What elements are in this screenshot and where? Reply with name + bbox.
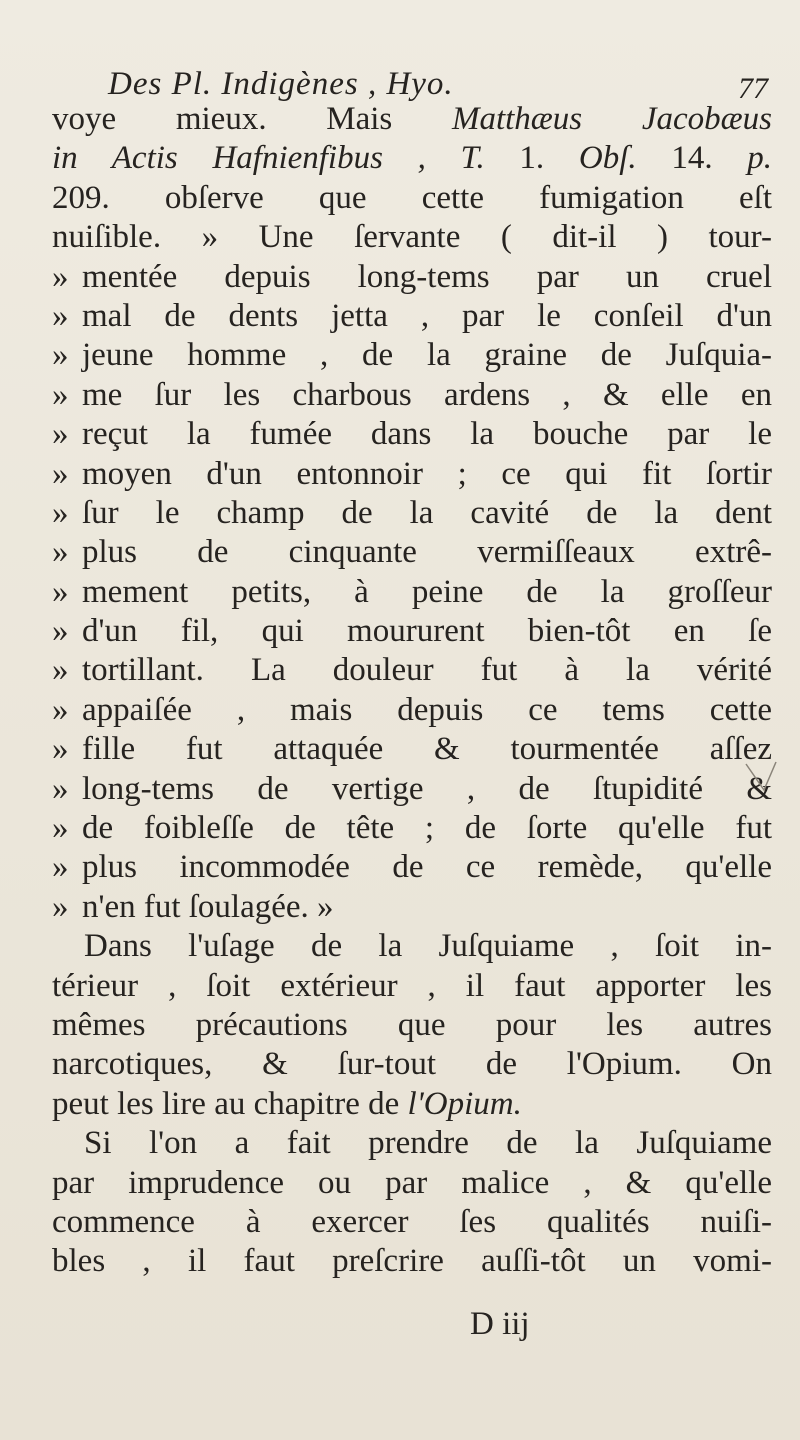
text-line [52,533,772,572]
text-line [52,612,772,651]
quote-mark: » [52,691,69,728]
text-line [52,848,772,887]
text-line [52,297,772,336]
text-line [52,770,772,809]
text-line [52,573,772,612]
line-text: mentée depuis long-tems par un cruel [82,258,772,295]
line-text: me ſur les charbous ardens , & elle en [82,376,772,413]
line-text: plus de cinquante vermiſſeaux extrê- [82,534,772,571]
text-line [52,376,772,415]
text-line [52,494,772,533]
line-text: térieur , ſoit extérieur , il faut apporter les [52,967,772,1004]
quote-mark: » [52,416,69,453]
italic-text: p. [747,140,772,177]
quote-mark: » [52,337,69,374]
quote-mark: » [52,652,69,689]
quote-mark: » [52,849,69,886]
text-line [52,730,772,769]
text-line [52,691,772,730]
quote-mark: » [52,888,69,925]
line-text: long-tems de vertige , de ſtupidité & [82,770,772,807]
text-line [52,888,772,927]
line-text: bles , il faut preſcrire auſſi-tôt un vomi- [52,1243,772,1280]
line-text: 14. [636,140,748,177]
text-line [52,336,772,375]
text-line [52,179,772,218]
line-text: n'en fut ſoulagée. » [82,888,334,925]
text-line [52,1045,772,1084]
italic-text: in Actis Hafnienfibus , T. [52,140,485,177]
text-line [52,1085,772,1124]
line-text: plus incommodée de ce remède, qu'elle [82,849,772,886]
quote-mark: » [52,376,69,413]
quote-mark: » [52,810,69,847]
line-text: narcotiques, & ſur-tout de l'Opium. On [52,1046,772,1083]
text-line [52,100,772,139]
quote-mark: » [52,297,69,334]
quote-mark: » [52,455,69,492]
text-line [52,139,772,178]
line-text: mement petits, à peine de la groſſeur [82,573,772,610]
italic-text: Obſ. [578,140,637,177]
line-text: ſur le champ de la cavité de la dent [82,494,772,531]
text-line [52,1203,772,1242]
quote-mark: » [52,613,69,650]
line-text: appaiſée , mais depuis ce tems cette [82,691,772,728]
margin-check-mark [744,760,778,794]
line-text: commence à exercer ſes qualités nuiſi- [52,1203,772,1240]
line-text: voye mieux. Mais [52,101,452,137]
line-text: tortillant. La douleur fut à la vérité [82,652,772,689]
quote-mark: » [52,258,69,295]
signature-mark: D iij [470,1306,530,1342]
text-line [52,651,772,690]
page-number: 77 [738,72,768,105]
text-line [52,258,772,297]
text-line [52,1164,772,1203]
line-text: 209. obſerve que cette fumigation eſt [52,179,772,216]
body-text [52,100,772,1282]
text-line [52,1242,772,1281]
text-line [52,809,772,848]
line-text: mal de dents jetta , par le conſeil d'un [82,297,772,334]
line-text: peut les lire au chapitre de [52,1085,408,1122]
line-text: reçut la fumée dans la bouche par le [82,416,772,453]
line-text: Si l'on a fait prendre de la Juſquiame [84,1125,772,1162]
text-line [52,927,772,966]
quote-mark: » [52,573,69,610]
line-text: 1. [484,140,579,177]
quote-mark: » [52,534,69,571]
quote-mark: » [52,770,69,807]
line-text: de foibleſſe de tête ; de ſorte qu'elle fut [82,810,772,847]
quote-mark: » [52,731,69,768]
text-line [52,415,772,454]
line-text: mêmes précautions que pour les autres [52,1006,772,1043]
line-text: Dans l'uſage de la Juſquiame , ſoit in- [84,928,772,965]
text-line [52,967,772,1006]
line-text: moyen d'un entonnoir ; ce qui fit ſortir [82,455,772,492]
line-text: fille fut attaquée & tourmentée aſſez [82,731,772,768]
italic-text: l'Opium. [407,1085,522,1122]
text-line [52,455,772,494]
line-text: nuiſible. » Une ſervante ( dit-il ) tour- [52,219,772,256]
text-line [52,1124,772,1163]
line-text: par imprudence ou par malice , & qu'elle [52,1164,772,1201]
text-line [52,1006,772,1045]
line-text: jeune homme , de la graine de Juſquia- [82,337,772,374]
italic-text: Matthæus Jacobæus [451,101,772,137]
running-head: Des Pl. Indigènes , Hyo. [108,66,454,102]
text-line [52,218,772,257]
line-text: d'un fil, qui moururent bien-tôt en ſe [82,613,772,650]
quote-mark: » [52,494,69,531]
